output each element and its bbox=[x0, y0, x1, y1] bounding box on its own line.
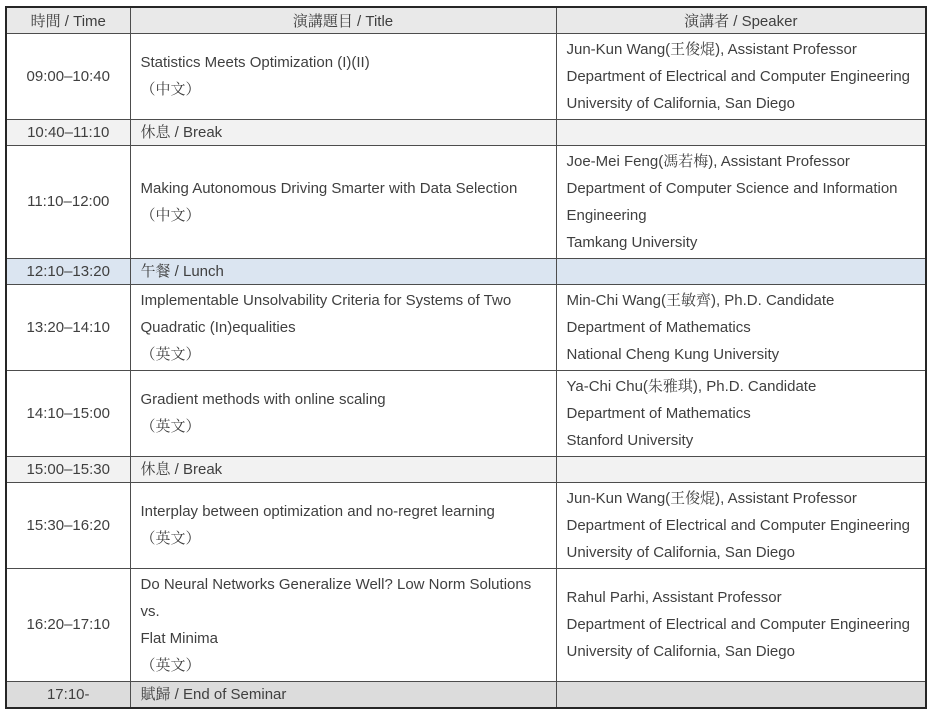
talk-title: Flat Minima bbox=[140, 629, 219, 647]
empty-cell bbox=[556, 681, 926, 708]
speaker-affiliation: Engineering bbox=[566, 206, 647, 224]
break-row bbox=[6, 456, 926, 482]
speaker-cell bbox=[556, 145, 926, 258]
speaker-affiliation: Department of Mathematics bbox=[566, 318, 751, 336]
header-time: 時間 / Time bbox=[6, 7, 130, 33]
end-row bbox=[6, 681, 926, 708]
talk-language: （中文） bbox=[140, 81, 201, 98]
time-cell: 09:00–10:40 bbox=[6, 33, 130, 119]
table-row bbox=[6, 482, 926, 568]
time-cell: 14:10–15:00 bbox=[6, 370, 130, 456]
speaker-affiliation: Department of Computer Science and Information bbox=[566, 179, 898, 197]
speaker-cell bbox=[556, 370, 926, 456]
speaker-affiliation: Department of Electrical and Computer Engineering bbox=[566, 67, 911, 85]
table-row bbox=[6, 568, 926, 681]
speaker-cell bbox=[556, 284, 926, 370]
speaker-name: Ya-Chi Chu(朱雅琪), Ph.D. Candidate bbox=[566, 377, 817, 395]
time-cell: 12:10–13:20 bbox=[6, 258, 130, 284]
speaker-name: Rahul Parhi, Assistant Professor bbox=[566, 589, 782, 606]
header-speaker: 演講者 / Speaker bbox=[556, 7, 926, 33]
speaker-name: Joe-Mei Feng(馮若梅), Assistant Professor bbox=[566, 152, 850, 170]
speaker-affiliation: Department of Electrical and Computer Engineering bbox=[566, 516, 911, 534]
speaker-affiliation: Department of Mathematics bbox=[566, 404, 751, 422]
table-row bbox=[6, 145, 926, 258]
speaker-affiliation: Department of Electrical and Computer Engineering bbox=[566, 616, 911, 633]
title-cell bbox=[130, 370, 556, 456]
title-cell bbox=[130, 33, 556, 119]
talk-language: （英文） bbox=[140, 345, 201, 363]
speaker-university: Stanford University bbox=[566, 431, 694, 449]
table-row bbox=[6, 33, 926, 119]
table-row bbox=[6, 370, 926, 456]
speaker-university: Tamkang University bbox=[566, 233, 698, 251]
break-label: 休息 / Break bbox=[130, 119, 556, 145]
time-cell: 15:00–15:30 bbox=[6, 456, 130, 482]
speaker-cell bbox=[556, 33, 926, 119]
break-label: 休息 / Break bbox=[130, 456, 556, 482]
talk-language: （中文） bbox=[140, 206, 201, 224]
talk-title: Quadratic (In)equalities bbox=[140, 318, 296, 336]
talk-title: Making Autonomous Driving Smarter with Data Selection bbox=[140, 179, 518, 197]
speaker-name: Min-Chi Wang(王敏齊), Ph.D. Candidate bbox=[566, 291, 835, 309]
talk-title: Gradient methods with online scaling bbox=[140, 391, 386, 408]
talk-language: （英文） bbox=[140, 530, 201, 547]
lunch-label: 午餐 / Lunch bbox=[130, 258, 556, 284]
speaker-cell bbox=[556, 482, 926, 568]
time-cell: 11:10–12:00 bbox=[6, 145, 130, 258]
talk-title: Statistics Meets Optimization (I)(II) bbox=[140, 54, 370, 71]
title-cell bbox=[130, 568, 556, 681]
table-row bbox=[6, 284, 926, 370]
speaker-name: Jun-Kun Wang(王俊焜), Assistant Professor bbox=[566, 489, 857, 507]
time-cell: 15:30–16:20 bbox=[6, 482, 130, 568]
time-cell: 13:20–14:10 bbox=[6, 284, 130, 370]
talk-title: Interplay between optimization and no-regret learning bbox=[140, 503, 495, 520]
seminar-schedule-table bbox=[5, 6, 927, 709]
title-cell bbox=[130, 284, 556, 370]
speaker-cell bbox=[556, 568, 926, 681]
speaker-university: University of California, San Diego bbox=[566, 543, 795, 561]
end-label: 賦歸 / End of Seminar bbox=[130, 681, 556, 708]
title-cell bbox=[130, 482, 556, 568]
talk-language: （英文） bbox=[140, 656, 201, 674]
time-cell: 10:40–11:10 bbox=[6, 119, 130, 145]
empty-cell bbox=[556, 456, 926, 482]
empty-cell bbox=[556, 119, 926, 145]
speaker-university: National Cheng Kung University bbox=[566, 345, 780, 363]
speaker-university: University of California, San Diego bbox=[566, 643, 795, 660]
talk-language: （英文） bbox=[140, 418, 201, 435]
title-cell bbox=[130, 145, 556, 258]
talk-title: Implementable Unsolvability Criteria for Systems of Two bbox=[140, 291, 512, 309]
header-row bbox=[6, 7, 926, 33]
speaker-name: Jun-Kun Wang(王俊焜), Assistant Professor bbox=[566, 40, 857, 58]
header-title: 演講題目 / Title bbox=[130, 7, 556, 33]
time-cell: 16:20–17:10 bbox=[6, 568, 130, 681]
time-cell: 17:10- bbox=[6, 681, 130, 708]
lunch-row bbox=[6, 258, 926, 284]
break-row bbox=[6, 119, 926, 145]
empty-cell bbox=[556, 258, 926, 284]
speaker-university: University of California, San Diego bbox=[566, 94, 795, 112]
talk-title: Do Neural Networks Generalize Well? Low Norm Solutions vs. bbox=[140, 575, 532, 620]
